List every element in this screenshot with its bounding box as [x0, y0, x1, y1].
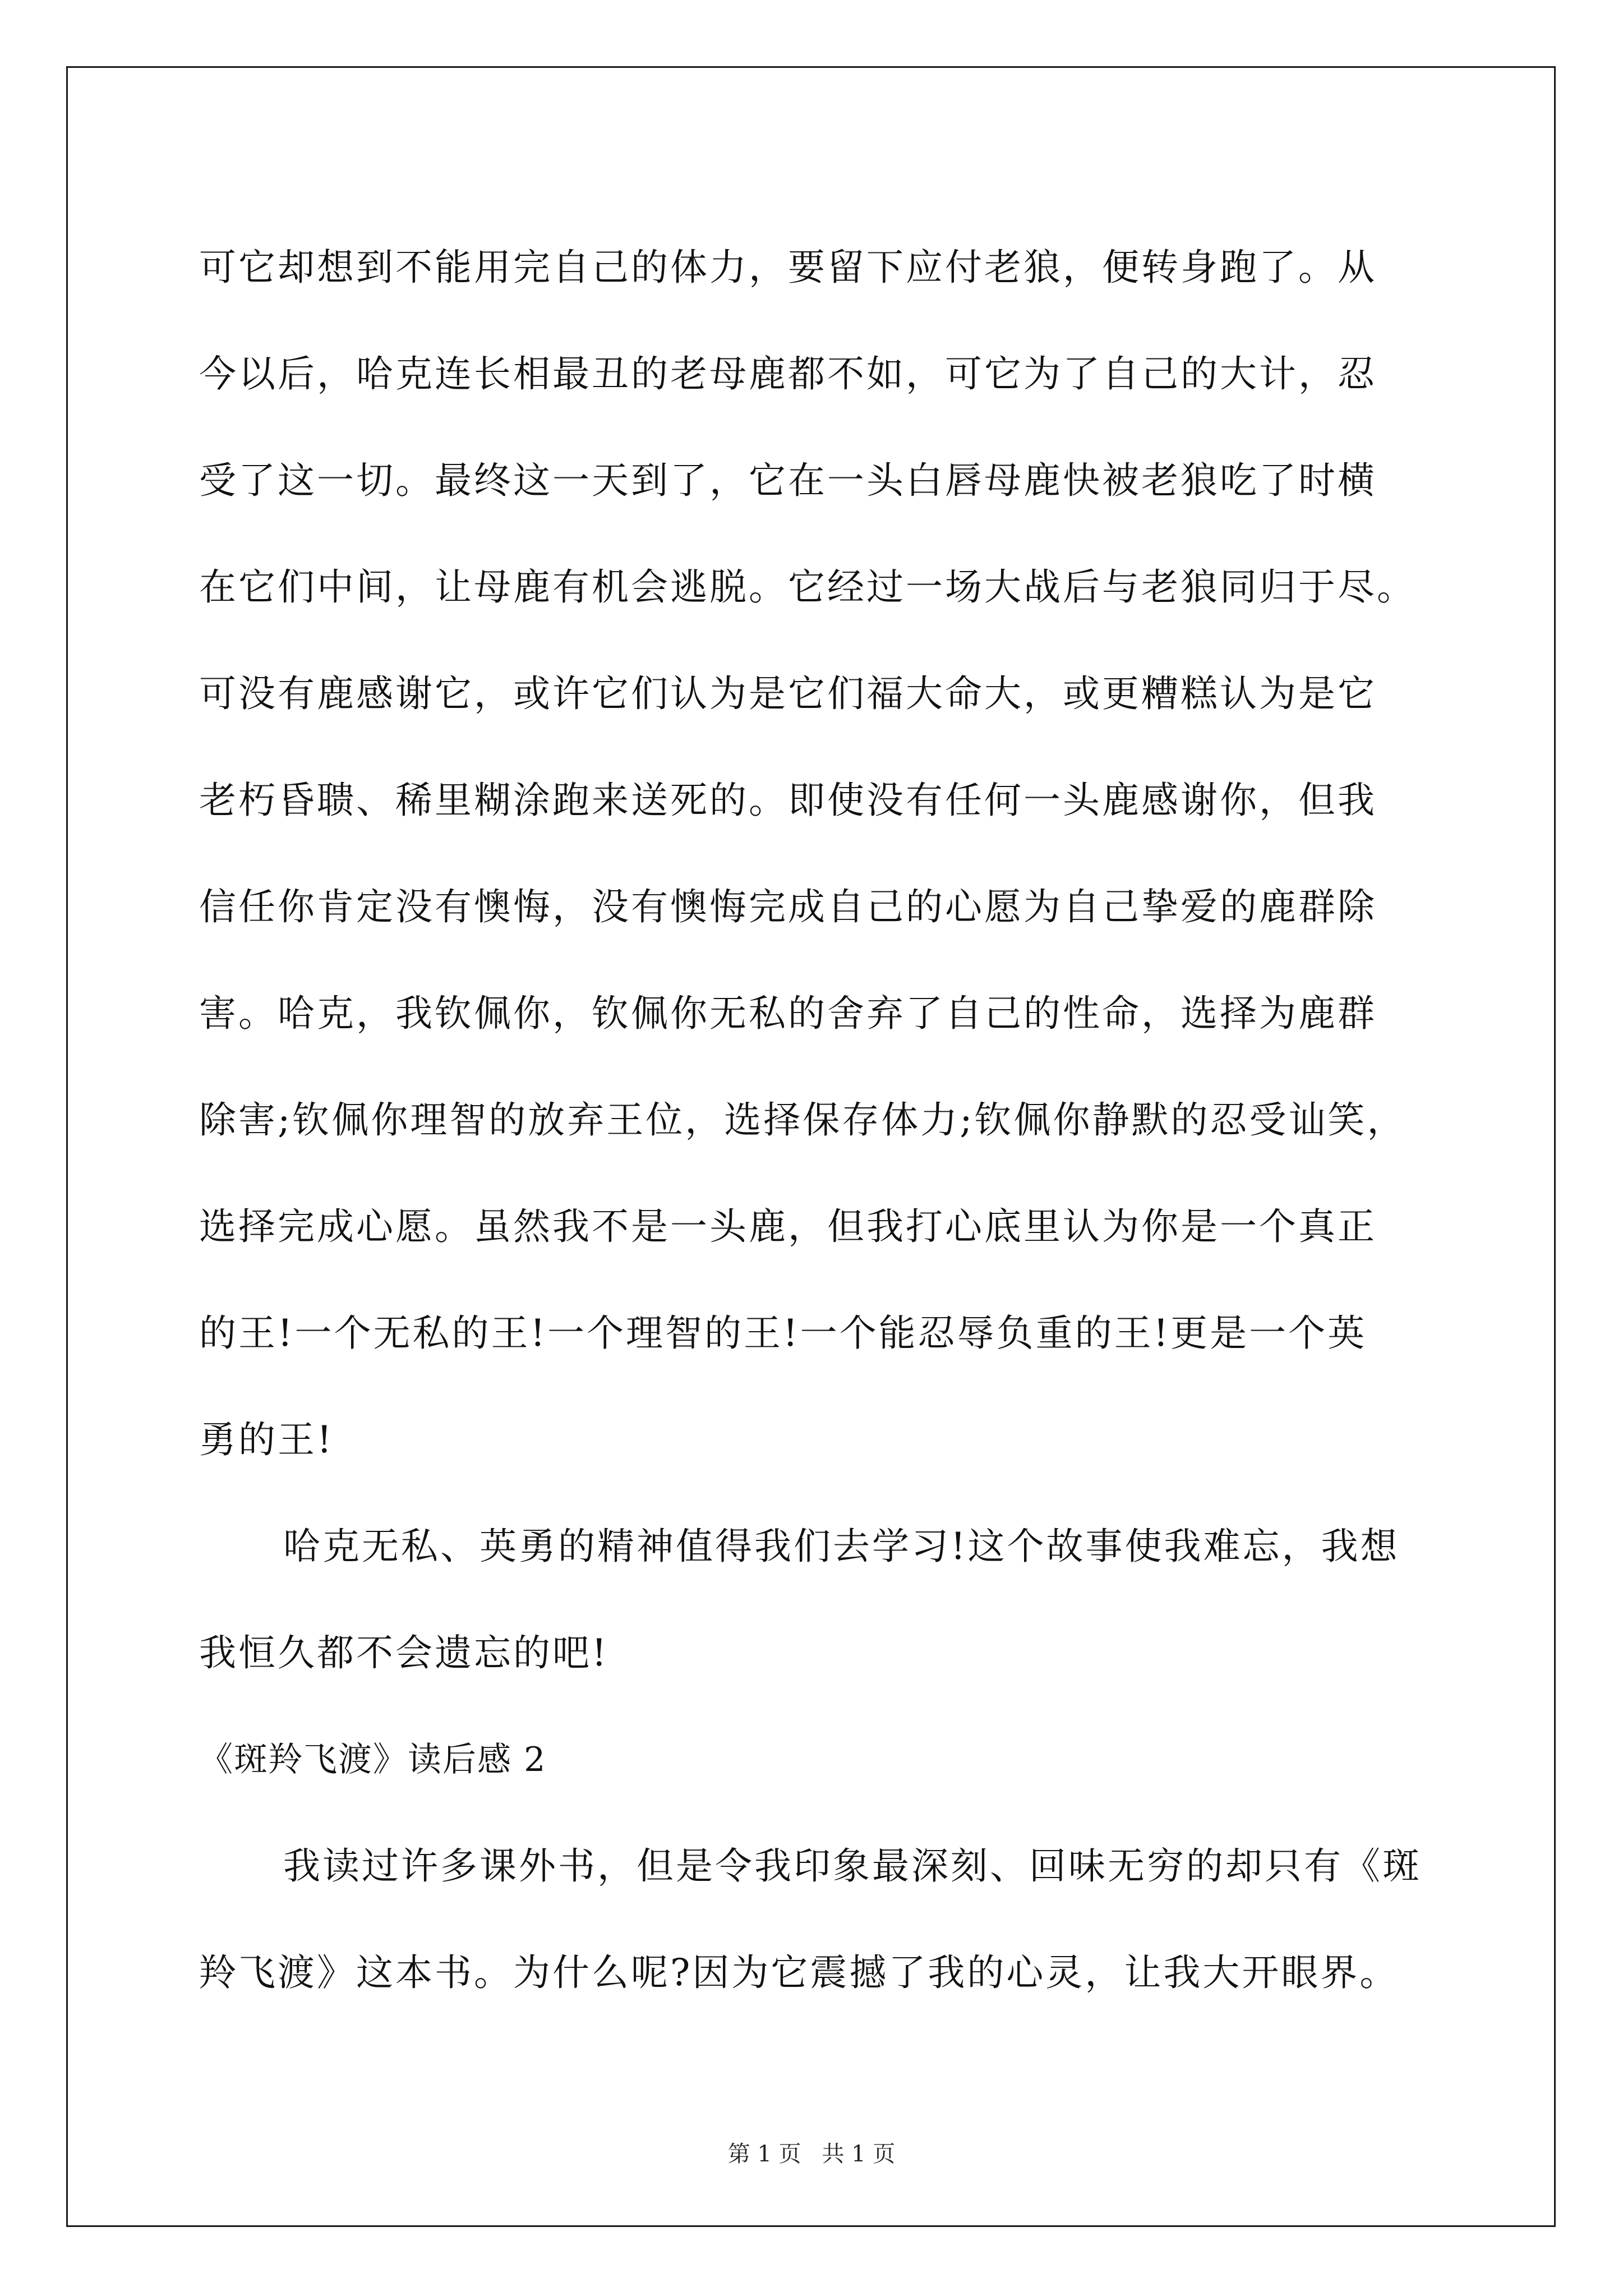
text-line: 信任你肯定没有懊悔，没有懊悔完成自己的心愿为自己挚爱的鹿群除: [199, 885, 1377, 928]
text-line: 我恒久都不会遗忘的吧!: [199, 1631, 609, 1674]
text-line: 羚飞渡》这本书。为什么呢?因为它震撼了我的心灵，让我大开眼界。: [199, 1951, 1399, 1994]
paragraph-first-line: 我读过许多课外书，但是令我印象最深刻、回味无穷的却只有《斑: [283, 1844, 1422, 1888]
section-heading: 《斑羚飞渡》读后感 2: [199, 1740, 547, 1779]
text-line: 可没有鹿感谢它，或许它们认为是它们福大命大，或更糟糕认为是它: [199, 672, 1377, 715]
text-line: 选择完成心愿。虽然我不是一头鹿，但我打心底里认为你是一个真正: [199, 1205, 1377, 1248]
text-line: 在它们中间，让母鹿有机会逃脱。它经过一场大战后与老狼同归于尽。: [199, 565, 1416, 609]
text-line: 今以后，哈克连长相最丑的老母鹿都不如，可它为了自己的大计，忍: [199, 352, 1377, 395]
page-total: 共 1 页: [822, 2141, 896, 2167]
page-number: 第 1 页: [727, 2141, 801, 2167]
text-line: 可它却想到不能用完自己的体力，要留下应付老狼，便转身跑了。从: [199, 246, 1377, 289]
text-line: 的王!一个无私的王!一个理智的王!一个能忍辱负重的王!更是一个英: [199, 1312, 1367, 1355]
text-line: 受了这一切。最终这一天到了，它在一头白唇母鹿快被老狼吃了时横: [199, 459, 1377, 502]
text-line: 老朽昏聩、稀里糊涂跑来送死的。即使没有任何一头鹿感谢你，但我: [199, 779, 1377, 822]
paragraph-first-line: 哈克无私、英勇的精神值得我们去学习!这个故事使我难忘，我想: [283, 1525, 1400, 1568]
text-line: 勇的王!: [199, 1418, 334, 1461]
page-footer: [0, 2136, 1623, 2168]
document-body: [199, 214, 1422, 2026]
text-line: 除害;钦佩你理智的放弃王位，选择保存体力;钦佩你静默的忍受讪笑，: [199, 1098, 1407, 1142]
text-line: 害。哈克，我钦佩你，钦佩你无私的舍弃了自己的性命，选择为鹿群: [199, 992, 1377, 1035]
